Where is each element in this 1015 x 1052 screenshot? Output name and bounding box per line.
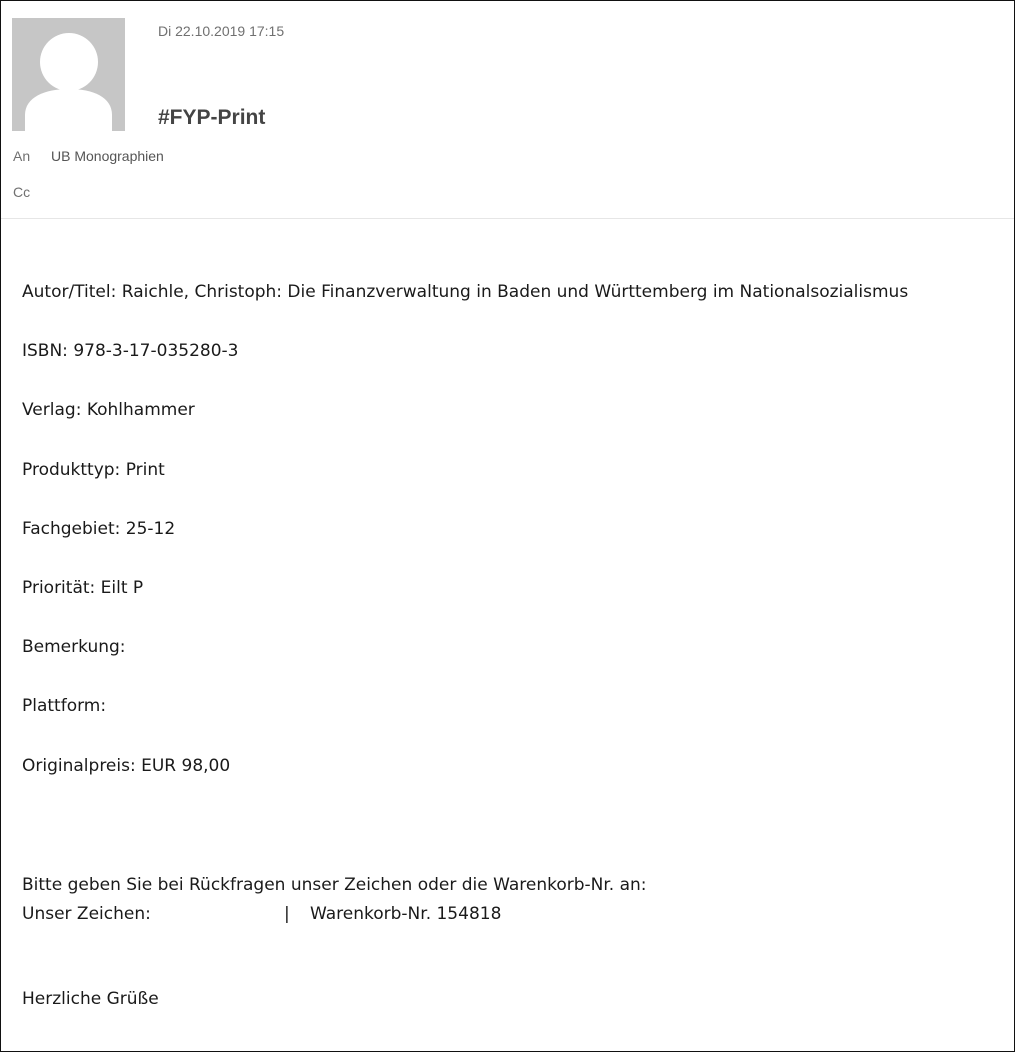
- closing-greeting: Herzliche Grüße: [22, 989, 159, 1009]
- field-autor-titel: [22, 280, 1007, 339]
- cart-number: Warenkorb-Nr. 154818: [310, 904, 502, 924]
- reference-line: [22, 900, 647, 929]
- field-label: Plattform:: [22, 696, 107, 717]
- field-verlag: [22, 398, 1007, 457]
- field-label: Bemerkung:: [22, 637, 126, 658]
- field-label: Originalpreis:: [22, 755, 136, 776]
- field-label: Priorität:: [22, 577, 96, 598]
- reference-instruction: Bitte geben Sie bei Rückfragen unser Zeichen oder die Warenkorb-Nr. an:: [22, 875, 647, 895]
- cc-label: Cc: [13, 184, 31, 200]
- field-value: 978-3-17-035280-3: [73, 341, 239, 362]
- field-label: Verlag:: [22, 400, 82, 421]
- field-plattform: [22, 694, 1007, 753]
- field-value: EUR 98,00: [141, 755, 231, 776]
- field-value: 25-12: [125, 518, 176, 539]
- field-fachgebiet: [22, 517, 1007, 576]
- field-isbn: [22, 339, 1007, 398]
- cc-row: [13, 184, 51, 200]
- field-value: Eilt P: [100, 577, 144, 598]
- field-prioritaet: [22, 576, 1007, 635]
- email-body: [22, 280, 1007, 813]
- email-subject: #FYP-Print: [158, 106, 266, 129]
- field-originalpreis: [22, 754, 1007, 813]
- email-header: [1, 1, 1014, 219]
- reference-separator: |: [284, 904, 290, 924]
- sent-date: Di 22.10.2019 17:15: [158, 23, 285, 39]
- field-label: Fachgebiet:: [22, 518, 121, 539]
- field-value: Kohlhammer: [86, 400, 195, 421]
- to-label: An: [13, 148, 31, 164]
- field-value: Print: [125, 459, 165, 480]
- reference-note: [22, 871, 647, 929]
- field-bemerkung: [22, 635, 1007, 694]
- to-recipient[interactable]: UB Monographien: [51, 148, 164, 164]
- person-icon: [12, 18, 125, 131]
- our-reference-label: Unser Zeichen:: [22, 904, 151, 924]
- field-label: Produkttyp:: [22, 459, 121, 480]
- field-label: ISBN:: [22, 341, 68, 362]
- sender-avatar[interactable]: [12, 18, 125, 131]
- to-row: [13, 148, 164, 164]
- field-produkttyp: [22, 458, 1007, 517]
- field-label: Autor/Titel:: [22, 282, 117, 302]
- field-value: Raichle, Christoph: Die Finanzverwaltung in Baden und Württemberg im Nationalsozialismus: [121, 282, 909, 302]
